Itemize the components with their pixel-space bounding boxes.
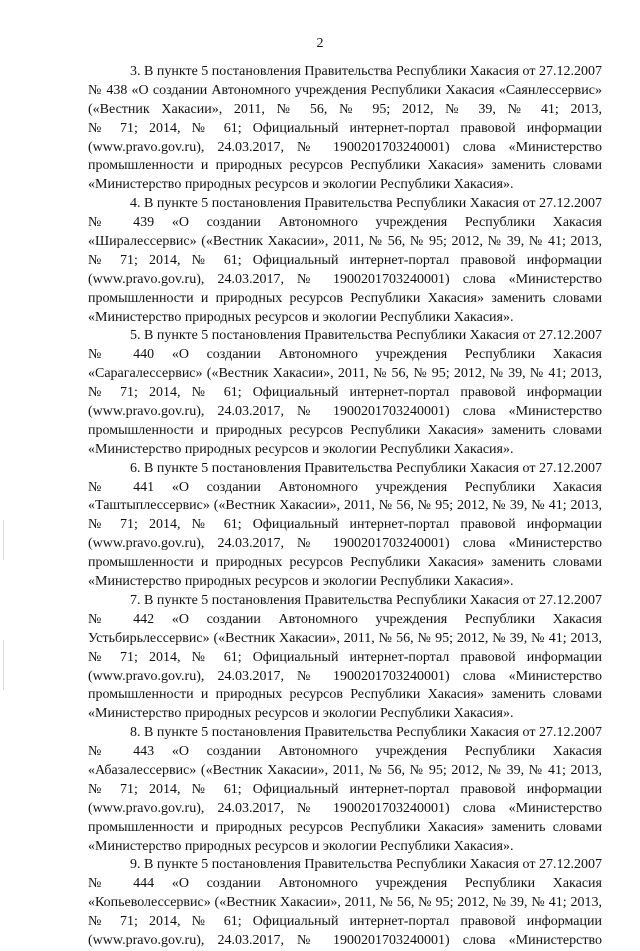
paragraph-item-6 <box>88 460 602 592</box>
text-line: 6. В пункте 5 постановления Правительства Республики Хакасия от 27.12.2007 <box>130 460 602 476</box>
text-line: 4. В пункте 5 постановления Правительства Республики Хакасия от 27.12.2007 <box>130 196 602 212</box>
text-line: № 71; 2014, № 61; Официальный интернет-портал правовой информации <box>88 914 602 930</box>
text-line: Устьбирьлессервис» («Вестник Хакасии», 2011, № 56, № 95; 2012, № 39, № 41; 2013, <box>88 630 602 646</box>
paragraph-item-5 <box>88 327 602 459</box>
text-line: «Ширалессервис» («Вестник Хакасии», 2011, № 56, № 95; 2012, № 39, № 41; 2013, <box>88 234 602 250</box>
scan-edge-artifact <box>3 640 4 690</box>
text-line: «Министерство природных ресурсов и экологии Республики Хакасия». <box>88 838 514 854</box>
text-line: № 440 «О создании Автономного учреждения Республики Хакасия <box>88 347 602 363</box>
text-line: 7. В пункте 5 постановления Правительства Республики Хакасия от 27.12.2007 <box>130 592 602 608</box>
text-line: (www.pravo.gov.ru), 24.03.2017, № 1900201703240001) слова «Министерство <box>88 932 602 948</box>
text-line: (www.pravo.gov.ru), 24.03.2017, № 1900201703240001) слова «Министерство <box>88 800 602 816</box>
text-line: (www.pravo.gov.ru), 24.03.2017, № 1900201703240001) слова «Министерство <box>88 536 602 552</box>
text-line: № 441 «О создании Автономного учреждения Республики Хакасия <box>88 479 602 495</box>
text-line: (www.pravo.gov.ru), 24.03.2017, № 1900201703240001) слова «Министерство <box>88 139 602 155</box>
text-line: промышленности и природных ресурсов Республики Хакасия» заменить словами <box>88 158 602 174</box>
paragraph-item-4 <box>88 195 602 327</box>
text-line: 5. В пункте 5 постановления Правительства Республики Хакасия от 27.12.2007 <box>130 328 602 344</box>
text-line: № 71; 2014, № 61; Официальный интернет-портал правовой информации <box>88 517 602 533</box>
text-line: № 71; 2014, № 61; Официальный интернет-портал правовой информации <box>88 781 602 797</box>
paragraph-item-3 <box>88 63 602 195</box>
text-line: (www.pravo.gov.ru), 24.03.2017, № 1900201703240001) слова «Министерство <box>88 404 602 420</box>
text-line: «Сарагалессервис» («Вестник Хакасии», 2011, № 56, № 95; 2012, № 39, № 41; 2013, <box>88 366 602 382</box>
text-line: № 439 «О создании Автономного учреждения Республики Хакасия <box>88 215 602 231</box>
text-line: промышленности и природных ресурсов Республики Хакасия» заменить словами <box>88 290 602 306</box>
text-line: «Министерство природных ресурсов и экологии Республики Хакасия». <box>88 706 514 722</box>
text-line: («Вестник Хакасии», 2011, № 56, № 95; 2012, № 39, № 41; 2013, <box>88 101 602 117</box>
text-line: «Таштыплессервис» («Вестник Хакасии», 2011, № 56, № 95; 2012, № 39, № 41; 2013, <box>88 498 602 514</box>
text-line: промышленности и природных ресурсов Республики Хакасия» заменить словами <box>88 422 602 438</box>
text-line: 9. В пункте 5 постановления Правительства Республики Хакасия от 27.12.2007 <box>130 857 602 873</box>
scan-edge-artifact <box>3 520 4 560</box>
text-line: «Министерство природных ресурсов и экологии Республики Хакасия». <box>88 177 514 193</box>
text-line: промышленности и природных ресурсов Республики Хакасия» заменить словами <box>88 555 602 571</box>
text-line: 8. В пункте 5 постановления Правительства Республики Хакасия от 27.12.2007 <box>130 725 602 741</box>
text-line: № 442 «О создании Автономного учреждения Республики Хакасия <box>88 611 602 627</box>
text-line: «Копьеволессервис» («Вестник Хакасии», 2011, № 56, № 95; 2012, № 39, № 41; 2013, <box>88 895 602 911</box>
paragraph-item-9 <box>88 856 602 950</box>
text-line: «Министерство природных ресурсов и экологии Республики Хакасия». <box>88 441 514 457</box>
document-body <box>88 63 602 951</box>
text-line: (www.pravo.gov.ru), 24.03.2017, № 1900201703240001) слова «Министерство <box>88 668 602 684</box>
text-line: промышленности и природных ресурсов Республики Хакасия» заменить словами <box>88 819 602 835</box>
text-line: № 438 «О создании Автономного учреждения Республики Хакасия «Саянлессервис» <box>88 82 602 98</box>
page-number: 2 <box>316 36 324 51</box>
text-line: № 71; 2014, № 61; Официальный интернет-портал правовой информации <box>88 649 602 665</box>
paragraph-item-8 <box>88 724 602 856</box>
text-line: № 443 «О создании Автономного учреждения Республики Хакасия <box>88 744 602 760</box>
text-line: № 71; 2014, № 61; Официальный интернет-портал правовой информации <box>88 252 602 268</box>
text-line: № 71; 2014, № 61; Официальный интернет-портал правовой информации <box>88 385 602 401</box>
text-line: 3. В пункте 5 постановления Правительства Республики Хакасия от 27.12.2007 <box>130 64 602 79</box>
text-line: № 444 «О создании Автономного учреждения Республики Хакасия <box>88 876 602 892</box>
text-line: № 71; 2014, № 61; Официальный интернет-портал правовой информации <box>88 120 602 136</box>
paragraph-item-7 <box>88 592 602 724</box>
text-line: «Абазалессервис» («Вестник Хакасии», 2011, № 56, № 95; 2012, № 39, № 41; 2013, <box>88 762 602 778</box>
text-line: «Министерство природных ресурсов и экологии Республики Хакасия». <box>88 309 514 325</box>
text-line: промышленности и природных ресурсов Республики Хакасия» заменить словами <box>88 687 602 703</box>
text-line: «Министерство природных ресурсов и экологии Республики Хакасия». <box>88 574 514 590</box>
text-line: (www.pravo.gov.ru), 24.03.2017, № 1900201703240001) слова «Министерство <box>88 271 602 287</box>
